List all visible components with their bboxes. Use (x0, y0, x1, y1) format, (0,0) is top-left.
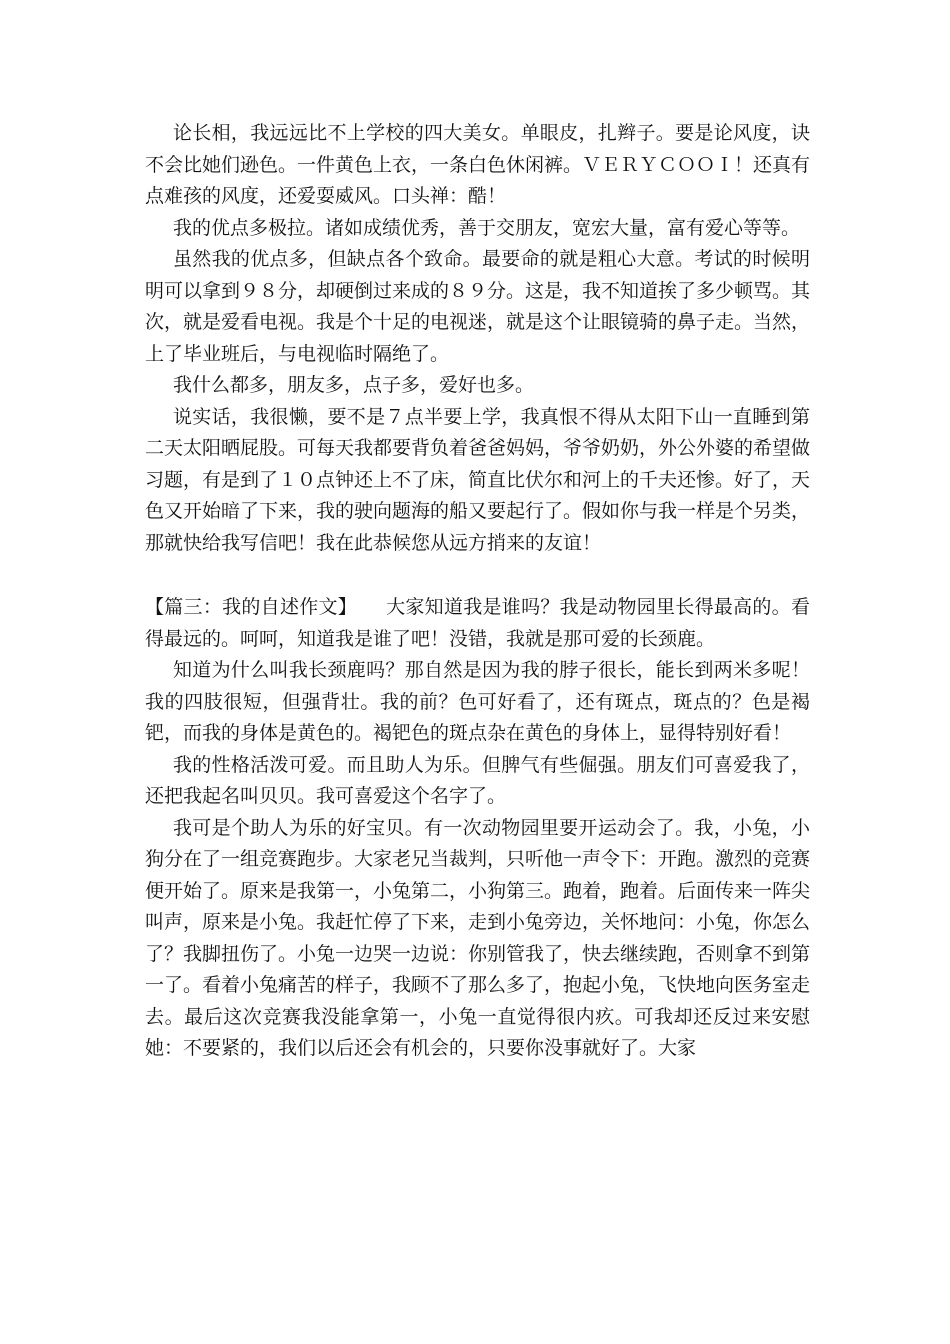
section-three-intro (145, 592, 810, 655)
paragraph-many-things: 我什么都多，朋友多，点子多，爱好也多。 (173, 374, 535, 396)
paragraph-strengths: 我的优点多极拉。诸如成绩优秀，善于交朋友，宽宏大量，富有爱心等等。 (173, 216, 801, 239)
paragraph-appearance: 论长相，我远远比不上学校的四大美女。单眼皮，扎辫子。要是论风度，诀不会比她们逊色。一件黄色上衣，一条白色休闲裤。ＶＥＲＹＣＯＯＩ！还真有点难孩的风度，还爱耍威风。口头禅：酷！ (145, 122, 811, 207)
paragraph-helping-story: 我可是个助人为乐的好宝贝。有一次动物园里要开运动会了。我，小兔，小狗分在了一组竞赛跑步。大家老兄当裁判，只听他一声令下：开跑。激烈的竞赛便开始了。原来是我第一，小兔第二，小狗第三。跑着，跑着。后面传来一阵尖叫声，原来是小兔。我赶忙停了下来，走到小兔旁边，关怀地问：小兔，你怎么了？我脚扭伤了。小兔一边哭一边说：你别管我了，快去继续跑，否则拿不到第一了。看着小兔痛苦的样子，我顾不了那么多了，抱起小兔，飞快地向医务室走去。最后这次竞赛我没能拿第一，小兔一直觉得很内疚。可我却还反过来安慰她：不要紧的，我们以后还会有机会的，只要你没事就好了。大家 (145, 816, 811, 1059)
paragraph-why-giraffe: 知道为什么叫我长颈鹿吗？那自然是因为我的脖子很长，能长到两米多呢！我的四肢很短，但强背壮。我的前？色可好看了，还有斑点，斑点的？色是褐钯，而我的身体是黄色的。褐钯色的斑点杂在黄色的身体上，显得特别好看！ (145, 659, 810, 744)
section-three-heading: 【篇三：我的自述作文】 (145, 596, 348, 618)
paragraph-personality: 我的性格活泼可爱。而且助人为乐。但脾气有些倔强。朋友们可喜爱我了，还把我起名叫贝贝。我可喜爱这个名字了。 (145, 753, 810, 807)
document-page (145, 118, 810, 1065)
section-gap (145, 559, 810, 592)
paragraph-weaknesses: 虽然我的优点多，但缺点各个致命。最要命的就是粗心大意。考试的时候明明可以拿到９８分，却硬倒过来成的８９分。这是，我不知道挨了多少顿骂。其次，就是爱看电视。我是个十足的电视迷，就是这个让眼镜骑的鼻子走。当然，上了毕业班后，与电视临时隔绝了。 (145, 248, 811, 365)
heading-spacer (348, 596, 387, 618)
section-three-first-text: 大家知道我是谁吗？我是动物园里长得最高的。看得最远的。呵呵，知道我是谁了吧！没错，我就是那可爱的长颈鹿。 (145, 596, 810, 650)
paragraph-lazy: 说实话，我很懒，要不是７点半要上学，我真恨不得从太阳下山一直睡到第二天太阳晒屁股。可每天我都要背负着爸爸妈妈，爷爷奶奶，外公外婆的希望做习题，有是到了１０点钟还上不了床，简直比伏尔和河上的千夫还惨。好了，天色又开始暗了下来，我的驶向题海的船又要起行了。假如你与我一样是个另类，那就快给我写信吧！我在此恭候您从远方捎来的友谊！ (145, 405, 811, 554)
